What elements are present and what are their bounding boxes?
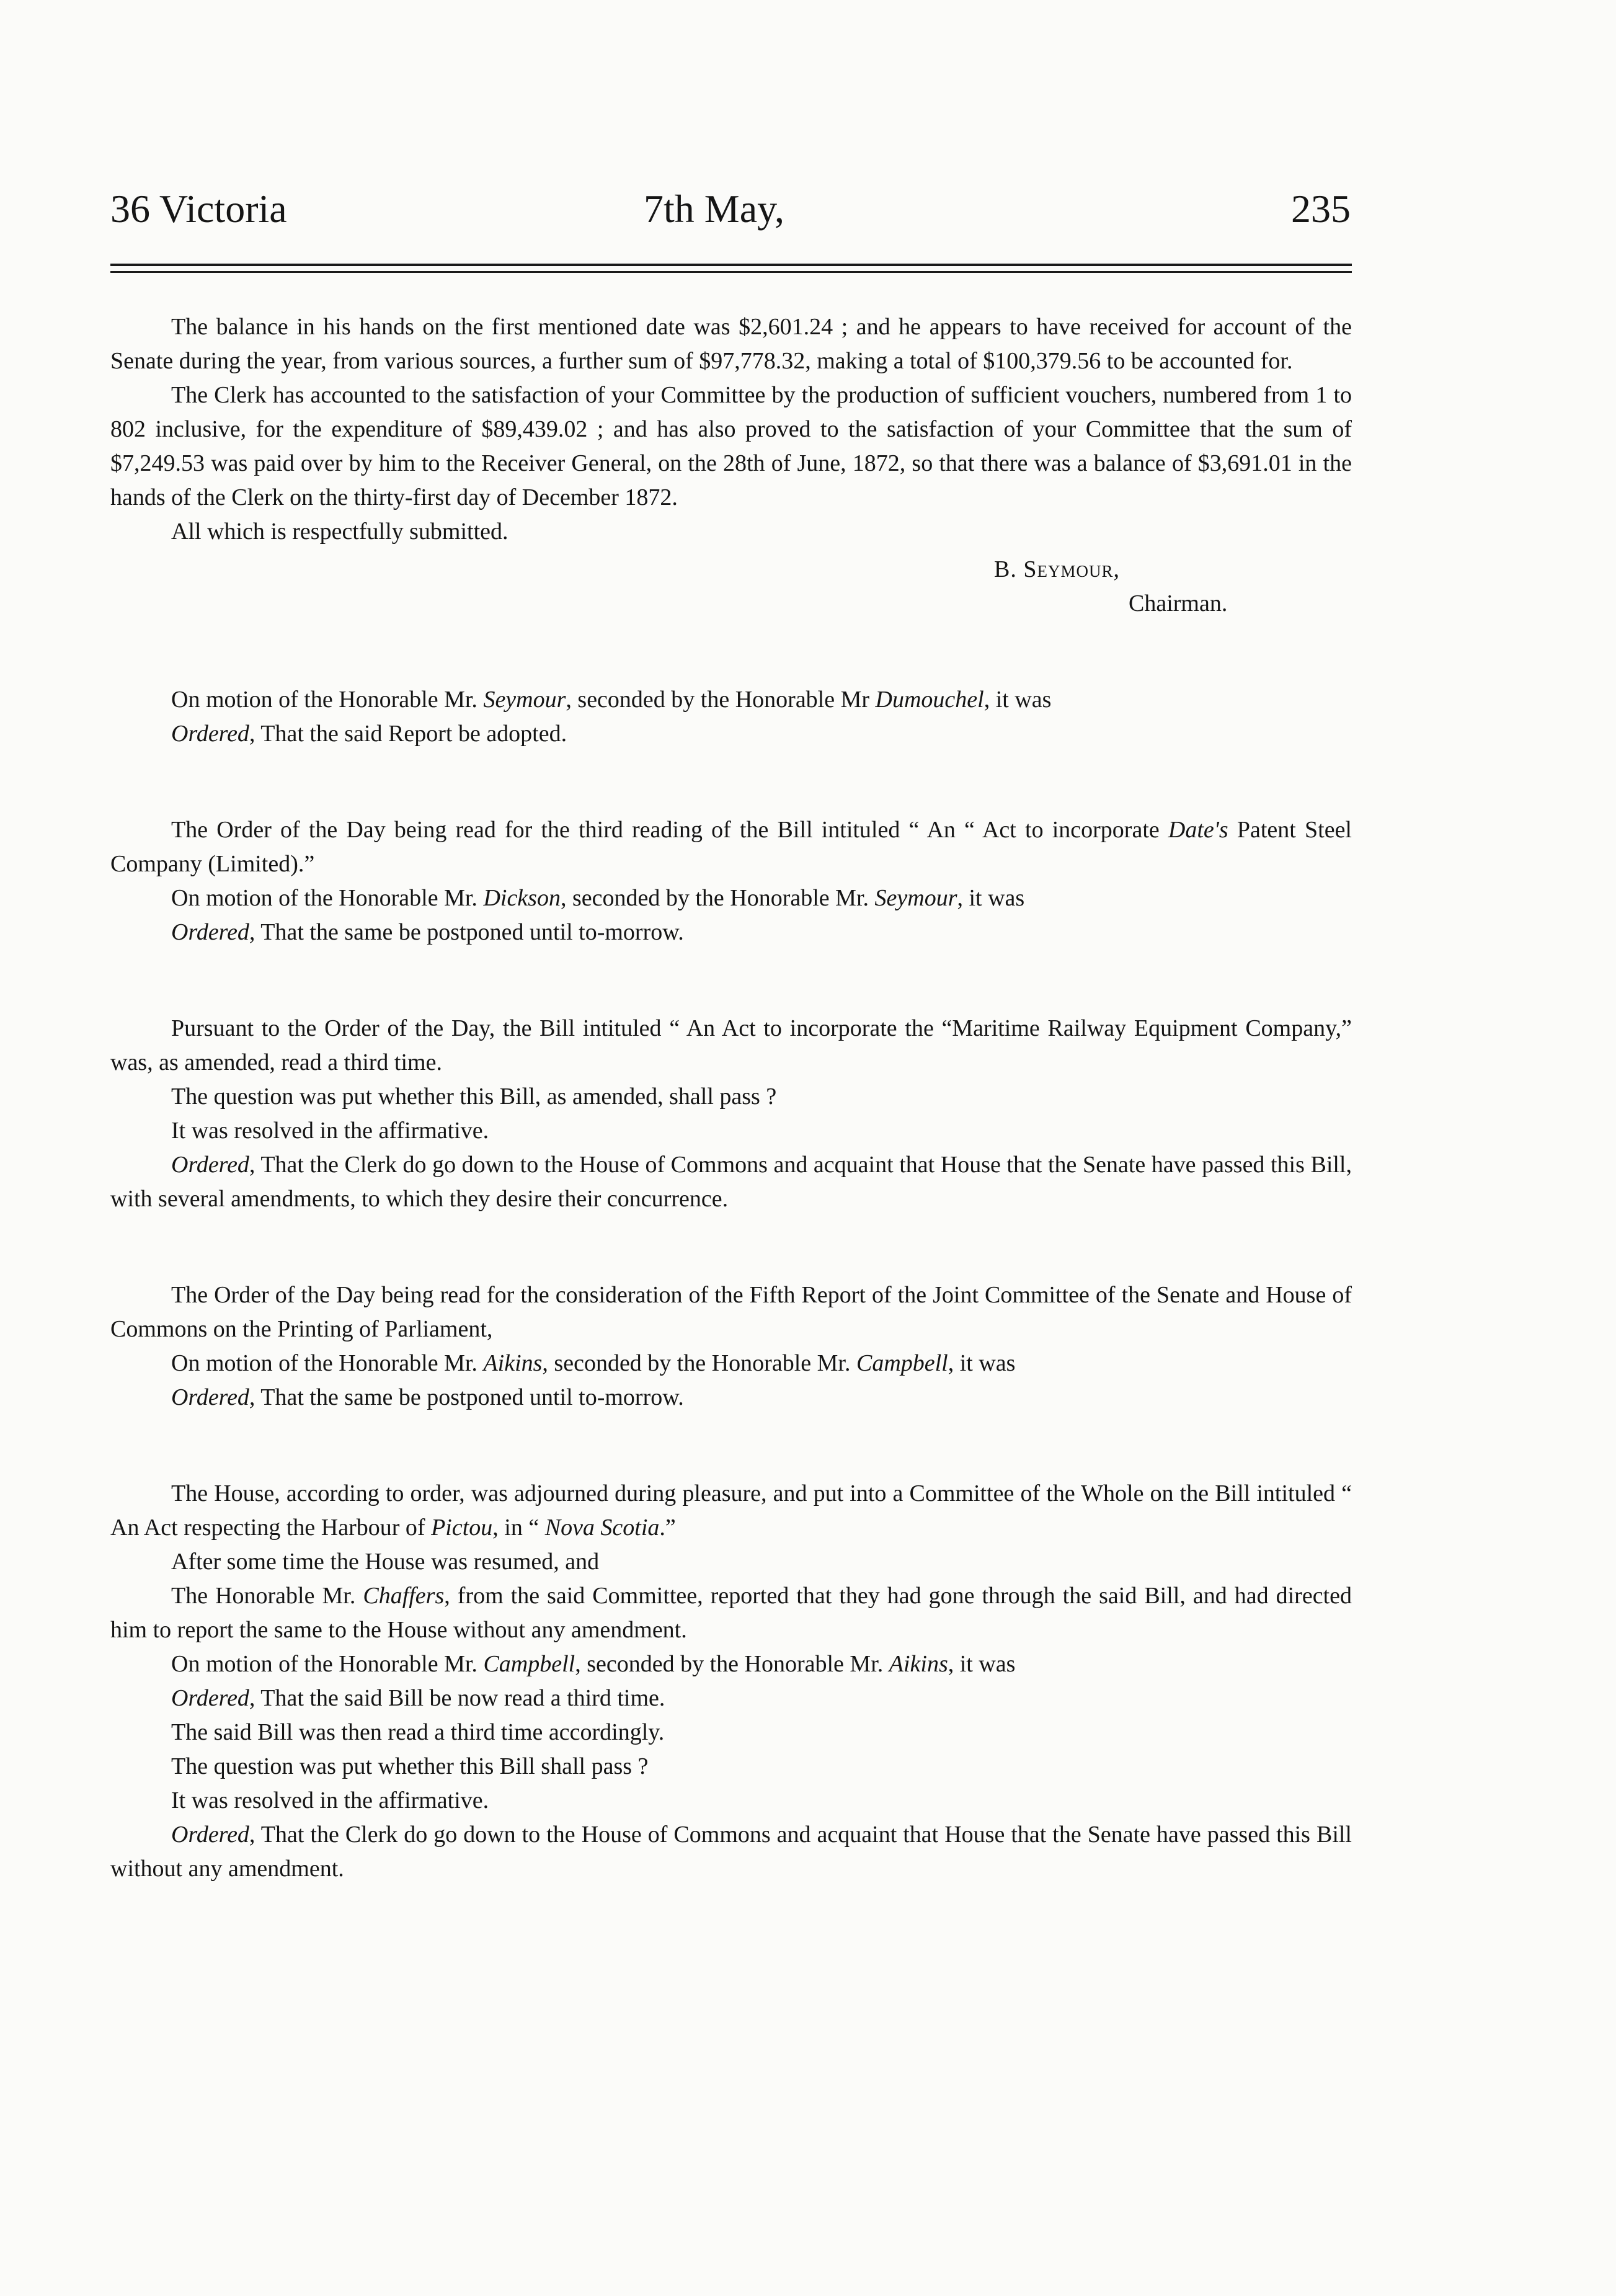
fifth-report-order-of-day: The Order of the Day being read for the consideration of the Fifth Report of the Joint Committee of the Senate and House of Commons on the Printing of Parliament, [110,1282,1352,1342]
page-number: 235 [1291,187,1351,231]
maritime-question: The question was put whether this Bill, as amended, shall pass ? [171,1083,777,1110]
order-of-day-steel-company: The Order of the Day being read for the third reading of the Bill intituled “ An “ Act to incorporate Date's Patent Steel Company (Limited).” [110,817,1352,877]
report-paragraph-vouchers: The Clerk has accounted to the satisfaction of your Committee by the production of sufficient vouchers, numbered from 1 to 802 inclusive, for the expenditure of $89,439.02 ; and has also proved to the satisfaction of your Committee that the sum of $7,249.53 was paid over by him to the Receiver General, on the 28th of June, 1872, so that there was a balance of $3,691.01 in the hands of the Clerk on the thirty-first day of December 1872. [110,382,1352,510]
order-adopt-report: Ordered, That the said Report be adopted. [171,721,567,747]
pictou-motion: On motion of the Honorable Mr. Campbell, seconded by the Honorable Mr. Aikins, it was [171,1651,1016,1677]
signature-name: B. Seymour, [994,556,1120,582]
motion-steel-company: On motion of the Honorable Mr. Dickson, seconded by the Honorable Mr. Seymour, it was [171,885,1025,911]
page-body [110,310,1352,1886]
pictou-order-commons: Ordered, That the Clerk do go down to the House of Commons and acquaint that House that the Senate have passed this Bill without any amendment. [110,1822,1352,1882]
header-rule-thick [110,264,1352,266]
fifth-report-order: Ordered, That the same be postponed until to-morrow. [171,1384,684,1410]
order-steel-company: Ordered, That the same be postponed until to-morrow. [171,919,684,945]
pictou-house-resumed: After some time the House was resumed, and [171,1549,600,1575]
pictou-read-third-time: The said Bill was then read a third time accordingly. [171,1719,665,1745]
fifth-report-motion: On motion of the Honorable Mr. Aikins, seconded by the Honorable Mr. Campbell, it was [171,1350,1016,1376]
motion-adopt-report: On motion of the Honorable Mr. Seymour, seconded by the Honorable Mr Dumouchel, it was [171,687,1052,713]
pictou-committee-report: The Honorable Mr. Chaffers, from the said Committee, reported that they had gone through the said Bill, and had directed him to report the same to the House without any amendment. [110,1583,1352,1643]
date-label: 7th May, [644,187,784,231]
pictou-resolved: It was resolved in the affirmative. [171,1787,489,1813]
pictou-question: The question was put whether this Bill shall pass ? [171,1753,649,1779]
signature-title: Chairman. [1129,590,1228,616]
maritime-railway-third-reading: Pursuant to the Order of the Day, the Bill intituled “ An Act to incorporate the “Maritime Railway Equipment Company,” was, as amended, read a third time. [110,1015,1352,1075]
report-closing: All which is respectfully submitted. [171,518,508,545]
session-label: 36 Victoria [110,187,287,231]
maritime-order: Ordered, That the Clerk do go down to the House of Commons and acquaint that House that the Senate have passed this Bill, with several amendments, to which they desire their concurrence. [110,1152,1352,1212]
header-rule-thin [110,271,1352,273]
pictou-committee-of-whole: The House, according to order, was adjourned during pleasure, and put into a Committee of the Whole on the Bill intituled “ An Act respecting the Harbour of Pictou, in “ Nova Scotia.” [110,1480,1352,1541]
report-paragraph-balance: The balance in his hands on the first mentioned date was $2,601.24 ; and he appears to have received for account of the Senate during the year, from various sources, a further sum of $97,778.32, making a total of $100,379.56 to be accounted for. [110,314,1352,374]
maritime-resolved: It was resolved in the affirmative. [171,1118,489,1144]
page-header [110,186,1351,236]
pictou-order-third-reading: Ordered, That the said Bill be now read a third time. [171,1685,665,1711]
